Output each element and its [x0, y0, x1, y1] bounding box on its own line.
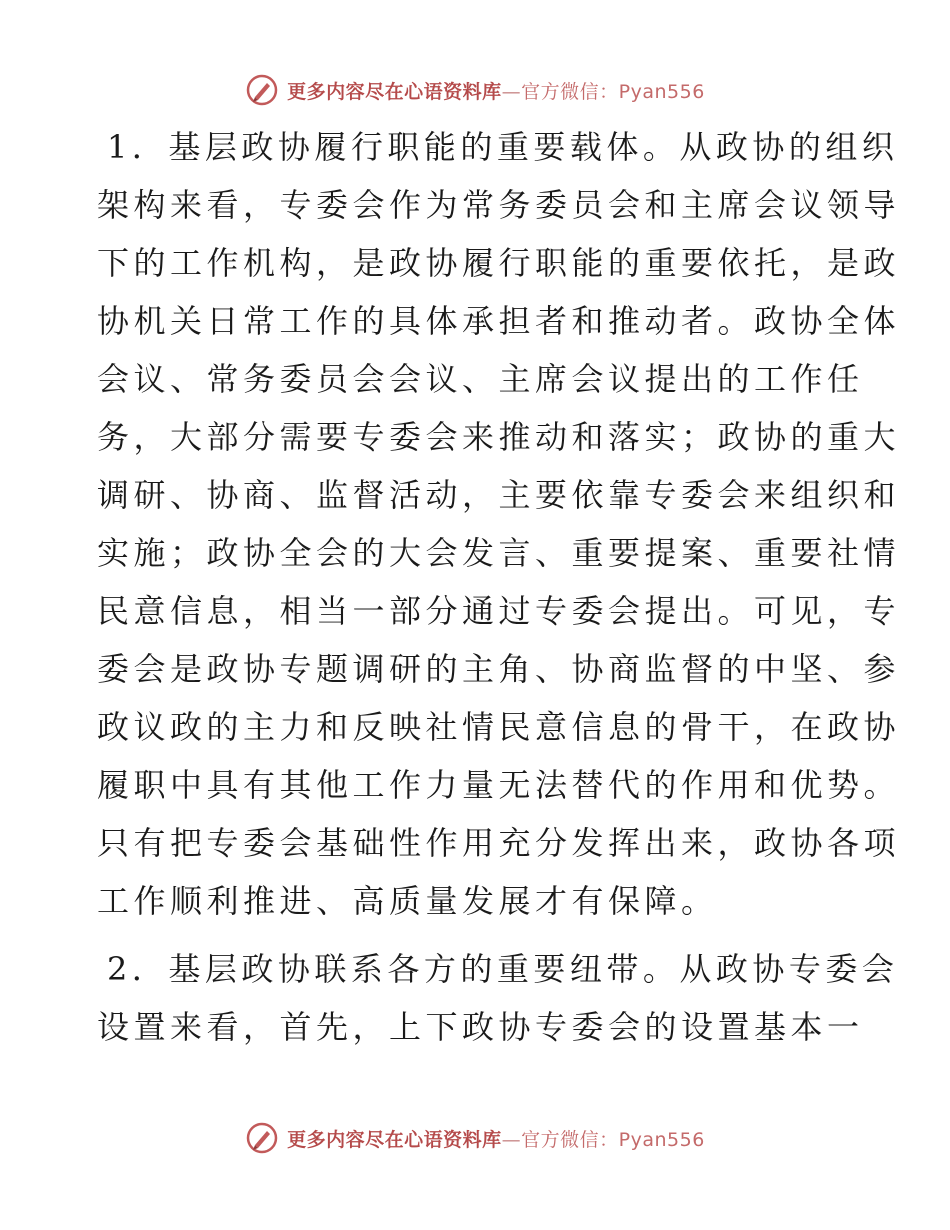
text-line: 会议、常务委员会会议、主席会议提出的工作任	[97, 360, 864, 398]
header-banner	[0, 70, 950, 110]
text-line: 民意信息，相当一部分通过专委会提出。可见，专	[97, 592, 901, 630]
footer-banner	[0, 1118, 950, 1158]
text-line: 实施；政协全会的大会发言、重要提案、重要社情	[97, 534, 901, 572]
text-line: 务，大部分需要专委会来推动和落实；政协的重大	[97, 418, 901, 456]
text-line: 履职中具有其他工作力量无法替代的作用和优势。	[97, 766, 901, 804]
pen-logo-icon	[245, 1121, 279, 1155]
document-body	[97, 118, 901, 1056]
footer-banner-text: 更多内容尽在心语资料库—官方微信：Pyan556	[287, 1128, 705, 1151]
text-line: 下的工作机构，是政协履行职能的重要依托，是政	[97, 244, 901, 282]
text-line: 设置来看，首先，上下政协专委会的设置基本一	[97, 1008, 864, 1046]
text-line: 只有把专委会基础性作用充分发挥出来，政协各项	[97, 824, 901, 862]
paragraph-2	[97, 940, 899, 1056]
text-line: 2．基层政协联系各方的重要纽带。从政协专委会	[107, 950, 899, 988]
header-banner-text: 更多内容尽在心语资料库—官方微信：Pyan556	[287, 80, 705, 103]
text-line: 政议政的主力和反映社情民意信息的骨干，在政协	[97, 708, 901, 746]
text-line: 工作顺利推进、高质量发展才有保障。	[97, 882, 718, 920]
paragraph-1	[97, 118, 901, 930]
text-line: 调研、协商、监督活动，主要依靠专委会来组织和	[97, 476, 901, 514]
text-line: 架构来看，专委会作为常务委员会和主席会议领导	[97, 186, 901, 224]
text-line: 协机关日常工作的具体承担者和推动者。政协全体	[97, 302, 901, 340]
text-line: 委会是政协专题调研的主角、协商监督的中坚、参	[97, 650, 901, 688]
text-line: 1．基层政协履行职能的重要载体。从政协的组织	[107, 128, 899, 166]
pen-logo-icon	[245, 73, 279, 107]
